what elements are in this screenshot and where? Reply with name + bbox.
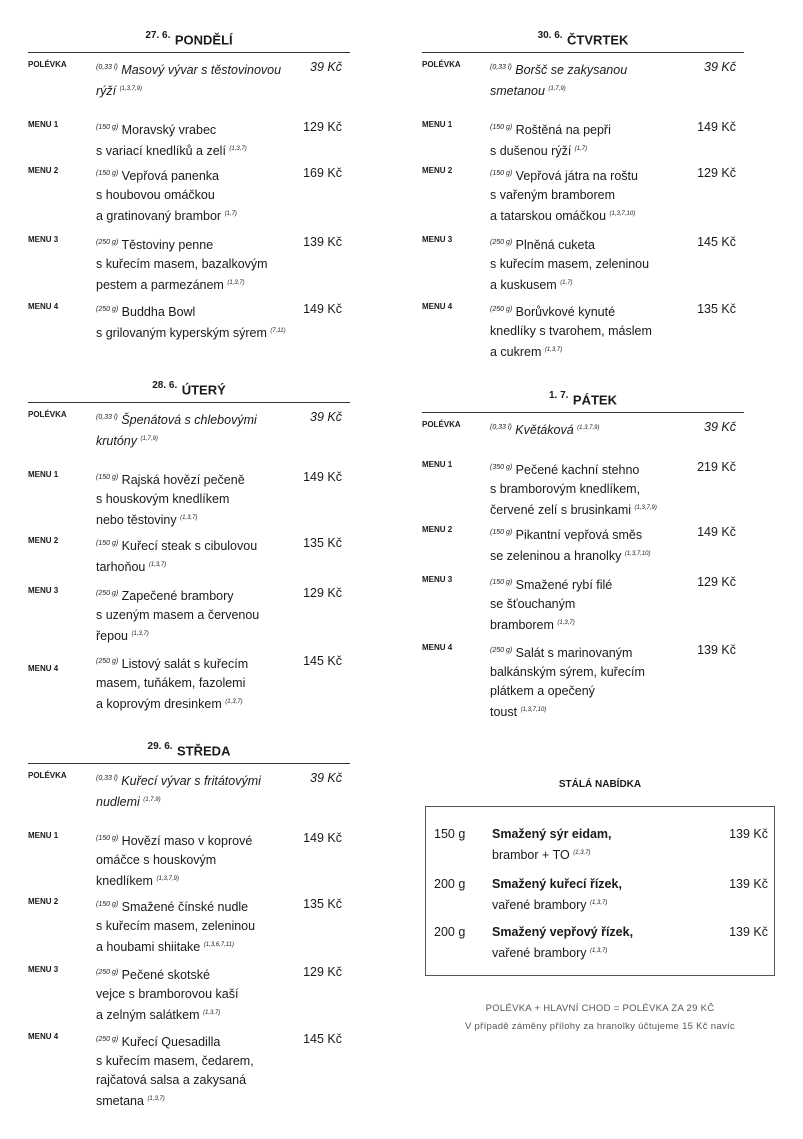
soup-allergens: (1,7,9) bbox=[548, 86, 566, 93]
menu-description bbox=[96, 584, 290, 646]
menu-line-text: Kuřecí steak s cibulovou bbox=[121, 539, 258, 554]
menu-line-text: s dušenou rýží bbox=[490, 144, 572, 159]
menu-price: 149 Kč bbox=[303, 470, 342, 484]
stala-weight: 150 g bbox=[434, 827, 466, 841]
menu-code: MENU 3 bbox=[28, 965, 59, 974]
soup-price: 39 Kč bbox=[310, 771, 342, 785]
stala-name-line bbox=[492, 825, 702, 844]
menu-line-text: Rajská hovězí pečeně bbox=[121, 473, 245, 488]
menu-description bbox=[96, 829, 290, 891]
menu-allergens: (1,3,7,10) bbox=[520, 707, 547, 714]
menu-line-text: se šťouchaným bbox=[490, 597, 576, 612]
menu-price: 129 Kč bbox=[697, 166, 736, 180]
menu-line-text: Borůvkové kynuté bbox=[515, 305, 616, 320]
menu-code: MENU 2 bbox=[422, 525, 453, 534]
menu-line-text: Pečené skotské bbox=[121, 968, 210, 983]
menu-line bbox=[96, 693, 290, 714]
menu-line-text: Zapečené brambory bbox=[121, 589, 234, 604]
menu-code: MENU 1 bbox=[422, 460, 453, 469]
menu-code: MENU 2 bbox=[422, 166, 453, 175]
menu-description bbox=[490, 573, 684, 635]
menu-description bbox=[96, 468, 290, 530]
menu-line-text: a cukrem bbox=[490, 345, 542, 360]
menu-code: MENU 1 bbox=[28, 120, 59, 129]
menu-price: 135 Kč bbox=[303, 536, 342, 550]
menu-code: MENU 2 bbox=[28, 536, 59, 545]
menu-description bbox=[96, 963, 290, 1025]
menu-allergens: (1,3,7,9) bbox=[156, 876, 179, 883]
soup-name: Kuřecí vývar s fritátovými nudlemi bbox=[96, 774, 261, 810]
day-heading bbox=[422, 390, 744, 412]
menu-description bbox=[96, 895, 290, 957]
menu-allergens: (1,3,7,10) bbox=[624, 551, 651, 558]
day-section bbox=[28, 741, 350, 1109]
menu-line-text: Vepřová panenka bbox=[121, 169, 219, 184]
soup-price: 39 Kč bbox=[704, 420, 736, 434]
menu-price: 149 Kč bbox=[303, 831, 342, 845]
menu-price: 169 Kč bbox=[303, 166, 342, 180]
menu-line bbox=[96, 829, 290, 851]
menu-line bbox=[96, 1004, 290, 1025]
menu-line-text: tarhoňou bbox=[96, 560, 146, 575]
menu-allergens: (1,7) bbox=[574, 146, 588, 153]
menu-code: MENU 3 bbox=[28, 235, 59, 244]
menu-allergens: (1,3,6,7,11) bbox=[203, 942, 234, 949]
menu-price: 145 Kč bbox=[303, 654, 342, 668]
menu-line-text: červené zelí s brusinkami bbox=[490, 503, 632, 518]
footer-line-2: V případě záměny přílohy za hranolky účtujeme 15 Kč navíc bbox=[464, 1021, 736, 1032]
menu-line bbox=[490, 322, 684, 341]
day-date: 29. 6. bbox=[147, 741, 173, 752]
menu-line-text: s variací knedlíků a zelí bbox=[96, 144, 226, 159]
menu-amount: (350 g) bbox=[490, 464, 513, 471]
day-divider bbox=[28, 52, 350, 53]
menu-line-text: knedlíky s tvarohem, máslem bbox=[490, 324, 652, 339]
soup-description bbox=[96, 408, 290, 451]
menu-allergens: (1,3,7) bbox=[131, 631, 149, 638]
menu-line bbox=[96, 118, 290, 140]
menu-line bbox=[96, 895, 290, 917]
menu-description bbox=[490, 233, 684, 295]
menu-line-text: plátkem a opečený bbox=[490, 684, 595, 699]
soup-amount: (0,33 l) bbox=[490, 424, 512, 431]
stala-price: 139 Kč bbox=[729, 877, 768, 891]
menu-allergens: (1,3,7) bbox=[544, 347, 563, 354]
menu-line-text: s houbovou omáčkou bbox=[96, 188, 215, 203]
soup-code: POLÉVKA bbox=[28, 60, 67, 69]
menu-code: MENU 4 bbox=[422, 643, 453, 652]
menu-line bbox=[490, 595, 684, 614]
menu-line bbox=[490, 341, 684, 362]
menu-amount: (150 g) bbox=[96, 474, 119, 481]
day-heading bbox=[422, 30, 744, 52]
stala-side-line bbox=[492, 894, 702, 915]
menu-price: 135 Kč bbox=[303, 897, 342, 911]
menu-allergens: (1,3,7) bbox=[225, 699, 243, 706]
menu-line-text: se zeleninou a hranolky bbox=[490, 549, 622, 564]
menu-line-text: s houskovým knedlíkem bbox=[96, 492, 230, 507]
soup-amount: (0,33 l) bbox=[96, 414, 118, 421]
menu-line-text: Pečené kachní stehno bbox=[515, 463, 640, 478]
menu-amount: (150 g) bbox=[96, 901, 119, 908]
menu-allergens: (1,3,7) bbox=[229, 146, 247, 153]
menu-line bbox=[96, 851, 290, 870]
menu-amount: (150 g) bbox=[96, 170, 119, 177]
menu-description bbox=[490, 523, 684, 566]
menu-description bbox=[490, 164, 684, 226]
menu-amount: (250 g) bbox=[96, 590, 119, 597]
stala-name-line bbox=[492, 923, 702, 942]
menu-line bbox=[96, 205, 290, 226]
soup-amount: (0,33 l) bbox=[96, 64, 118, 71]
menu-line bbox=[490, 300, 684, 322]
soup-name: Boršč se zakysanou smetanou bbox=[490, 63, 628, 99]
soup-name: Špenátová s chlebovými krutóny bbox=[96, 413, 257, 449]
menu-price: 149 Kč bbox=[697, 525, 736, 539]
stala-allergens: (1,3,7) bbox=[589, 900, 608, 906]
menu-allergens: (1,3,7) bbox=[203, 1010, 221, 1017]
footer-line-1: POLÉVKA + HLAVNÍ CHOD = POLÉVKA ZA 29 KČ bbox=[485, 1003, 715, 1014]
stala-allergens: (1,3,7) bbox=[573, 850, 591, 856]
soup-description bbox=[490, 418, 684, 440]
menu-line bbox=[96, 556, 290, 577]
menu-line-text: s kuřecím masem, bazalkovým bbox=[96, 257, 268, 272]
soup-price: 39 Kč bbox=[704, 60, 736, 74]
soup-allergens: (1,3,7,9) bbox=[577, 425, 600, 431]
menu-description bbox=[490, 641, 684, 722]
menu-description bbox=[96, 1030, 290, 1111]
day-heading bbox=[28, 30, 350, 52]
menu-line bbox=[490, 663, 684, 682]
menu-line-text: knedlíkem bbox=[96, 874, 153, 889]
menu-code: MENU 2 bbox=[28, 166, 59, 175]
day-name: PONDĚLÍ bbox=[174, 32, 233, 48]
soup-allergens: (1,3,7,9) bbox=[119, 86, 142, 93]
day-divider bbox=[422, 52, 744, 53]
menu-line-text: Smažené čínské nudle bbox=[121, 900, 249, 915]
menu-code: MENU 1 bbox=[28, 831, 59, 840]
menu-amount: (150 g) bbox=[490, 124, 513, 131]
menu-allergens: (1,7) bbox=[560, 280, 573, 287]
day-section bbox=[422, 30, 744, 360]
stala-description bbox=[492, 923, 702, 963]
menu-line bbox=[96, 584, 290, 606]
menu-line bbox=[96, 625, 290, 646]
menu-line-text: a tatarskou omáčkou bbox=[490, 209, 607, 224]
menu-line bbox=[96, 490, 290, 509]
menu-line bbox=[490, 614, 684, 635]
menu-amount: (150 g) bbox=[96, 540, 119, 547]
day-heading bbox=[28, 741, 350, 763]
menu-line bbox=[96, 322, 290, 343]
menu-line-text: Smažené rybí filé bbox=[515, 578, 613, 593]
soup-price: 39 Kč bbox=[310, 410, 342, 424]
menu-line-text: Listový salát s kuřecím bbox=[121, 657, 249, 672]
stala-side: vařené brambory bbox=[492, 898, 587, 913]
stala-side-line bbox=[492, 844, 702, 865]
menu-description bbox=[96, 652, 290, 714]
menu-code: MENU 2 bbox=[28, 897, 59, 906]
menu-line-text: Salát s marinovaným bbox=[515, 646, 633, 661]
menu-line bbox=[96, 274, 290, 295]
soup-amount: (0,33 l) bbox=[96, 775, 118, 782]
menu-amount: (150 g) bbox=[96, 124, 119, 131]
menu-line bbox=[96, 1030, 290, 1052]
stala-nabidka-title: STÁLÁ NABÍDKA bbox=[558, 779, 642, 790]
soup-description bbox=[96, 58, 290, 101]
menu-line bbox=[96, 652, 290, 674]
stala-weight: 200 g bbox=[434, 877, 466, 891]
menu-code: MENU 3 bbox=[28, 586, 59, 595]
menu-line bbox=[96, 985, 290, 1004]
menu-line-text: s grilovaným kyperským sýrem bbox=[96, 326, 267, 341]
menu-amount: (150 g) bbox=[96, 835, 119, 842]
menu-code: MENU 4 bbox=[28, 302, 59, 311]
day-date: 30. 6. bbox=[537, 30, 563, 41]
menu-line-text: Kuřecí Quesadilla bbox=[121, 1035, 221, 1050]
menu-price: 139 Kč bbox=[697, 643, 736, 657]
menu-allergens: (1,3,7) bbox=[557, 620, 575, 627]
menu-line bbox=[96, 936, 290, 957]
menu-line-text: a houbami shiitake bbox=[96, 940, 201, 955]
stala-name: Smažený sýr eidam, bbox=[492, 827, 612, 841]
menu-line-text: smetana bbox=[96, 1094, 144, 1109]
menu-line-text: s kuřecím masem, čedarem, bbox=[96, 1054, 254, 1069]
menu-price: 135 Kč bbox=[697, 302, 736, 316]
menu-line-text: a koprovým dresinkem bbox=[96, 697, 222, 712]
menu-line bbox=[490, 499, 684, 520]
menu-line bbox=[490, 458, 684, 480]
menu-line-text: s kuřecím masem, zeleninou bbox=[96, 919, 256, 934]
menu-allergens: (1,3,7,10) bbox=[609, 211, 636, 218]
menu-description bbox=[96, 233, 290, 295]
menu-line bbox=[96, 1090, 290, 1111]
stala-price: 139 Kč bbox=[729, 827, 768, 841]
menu-allergens: (7,11) bbox=[270, 328, 286, 335]
day-name: ČTVRTEK bbox=[567, 32, 629, 48]
menu-line bbox=[96, 1071, 290, 1090]
menu-line bbox=[96, 300, 290, 322]
day-divider bbox=[28, 763, 350, 764]
menu-line bbox=[490, 641, 684, 663]
menu-line bbox=[96, 255, 290, 274]
day-name: PÁTEK bbox=[572, 392, 617, 408]
menu-amount: (250 g) bbox=[96, 306, 119, 313]
menu-price: 129 Kč bbox=[697, 575, 736, 589]
menu-description bbox=[490, 458, 684, 520]
menu-line-text: s kuřecím masem, zeleninou bbox=[490, 257, 650, 272]
menu-line bbox=[490, 140, 684, 161]
menu-description bbox=[96, 164, 290, 226]
menu-allergens: (1,3,7) bbox=[180, 515, 198, 522]
menu-price: 145 Kč bbox=[697, 235, 736, 249]
menu-allergens: (1,7) bbox=[224, 211, 237, 218]
menu-line bbox=[96, 606, 290, 625]
menu-code: MENU 3 bbox=[422, 575, 453, 584]
day-section bbox=[28, 380, 350, 712]
stala-side-line bbox=[492, 942, 702, 963]
menu-amount: (150 g) bbox=[490, 170, 513, 177]
stala-weight: 200 g bbox=[434, 925, 466, 939]
menu-line bbox=[490, 255, 684, 274]
menu-line-text: Buddha Bowl bbox=[121, 305, 196, 320]
stala-name: Smažený kuřecí řízek, bbox=[492, 877, 622, 891]
menu-line-text: Plněná cuketa bbox=[515, 238, 595, 253]
stala-name-line bbox=[492, 875, 702, 894]
menu-line bbox=[96, 674, 290, 693]
menu-line-text: Pikantní vepřová směs bbox=[515, 528, 643, 543]
menu-line bbox=[96, 233, 290, 255]
menu-amount: (250 g) bbox=[96, 658, 119, 665]
soup-name: Květáková bbox=[515, 423, 574, 438]
soup-code: POLÉVKA bbox=[28, 771, 67, 780]
menu-line bbox=[96, 468, 290, 490]
soup-code: POLÉVKA bbox=[422, 420, 461, 429]
day-section bbox=[422, 390, 744, 720]
stala-allergens: (1,3,7) bbox=[589, 948, 608, 954]
soup-code: POLÉVKA bbox=[28, 410, 67, 419]
soup-allergens: (1,7,9) bbox=[143, 797, 161, 804]
menu-line bbox=[490, 682, 684, 701]
stala-description bbox=[492, 825, 702, 865]
menu-line bbox=[490, 573, 684, 595]
menu-code: MENU 4 bbox=[28, 1032, 59, 1041]
menu-amount: (250 g) bbox=[490, 306, 513, 313]
menu-line-text: rajčatová salsa a zakysaná bbox=[96, 1073, 247, 1088]
menu-line bbox=[96, 534, 290, 556]
menu-price: 139 Kč bbox=[303, 235, 342, 249]
menu-price: 149 Kč bbox=[697, 120, 736, 134]
menu-line-text: Roštěná na pepři bbox=[515, 123, 611, 138]
menu-amount: (150 g) bbox=[490, 579, 513, 586]
menu-price: 129 Kč bbox=[303, 120, 342, 134]
menu-description bbox=[96, 118, 290, 161]
menu-line-text: balkánským sýrem, kuřecím bbox=[490, 665, 645, 680]
menu-line bbox=[490, 164, 684, 186]
menu-line-text: a gratinovaný brambor bbox=[96, 209, 222, 224]
menu-line bbox=[490, 701, 684, 722]
menu-amount: (250 g) bbox=[96, 1036, 119, 1043]
soup-allergens: (1,7,9) bbox=[140, 436, 158, 443]
menu-line-text: a kuskusem bbox=[490, 278, 557, 293]
menu-line bbox=[490, 480, 684, 499]
menu-allergens: (1,3,7) bbox=[227, 280, 245, 287]
menu-line bbox=[490, 205, 684, 226]
menu-line bbox=[96, 164, 290, 186]
day-name: STŘEDA bbox=[177, 743, 231, 759]
menu-line-text: s uzeným masem a červenou bbox=[96, 608, 260, 623]
stala-side: vařené brambory bbox=[492, 946, 587, 961]
menu-code: MENU 1 bbox=[422, 120, 453, 129]
stala-side: brambor + TO bbox=[492, 848, 570, 863]
menu-line-text: omáčce s houskovým bbox=[96, 853, 217, 868]
menu-description bbox=[96, 534, 290, 577]
day-heading bbox=[28, 380, 350, 402]
menu-line-text: pestem a parmezánem bbox=[96, 278, 224, 293]
menu-amount: (250 g) bbox=[96, 239, 119, 246]
menu-line bbox=[490, 233, 684, 255]
menu-line-text: a zelným salátkem bbox=[96, 1008, 200, 1023]
menu-price: 149 Kč bbox=[303, 302, 342, 316]
menu-line bbox=[490, 118, 684, 140]
menu-line bbox=[96, 917, 290, 936]
menu-line bbox=[96, 509, 290, 530]
soup-description bbox=[96, 769, 290, 812]
menu-price: 219 Kč bbox=[697, 460, 736, 474]
menu-line-text: s bramborovým knedlíkem, bbox=[490, 482, 641, 497]
menu-line-text: nebo těstoviny bbox=[96, 513, 177, 528]
menu-code: MENU 1 bbox=[28, 470, 59, 479]
menu-description bbox=[96, 300, 290, 343]
menu-line-text: s vařeným bramborem bbox=[490, 188, 616, 203]
menu-line-text: masem, tuňákem, fazolemi bbox=[96, 676, 246, 691]
menu-line-text: Vepřová játra na roštu bbox=[515, 169, 638, 184]
menu-line bbox=[96, 1052, 290, 1071]
stala-name: Smažený vepřový řízek, bbox=[492, 925, 634, 939]
stala-description bbox=[492, 875, 702, 915]
menu-price: 145 Kč bbox=[303, 1032, 342, 1046]
soup-code: POLÉVKA bbox=[422, 60, 461, 69]
menu-line-text: vejce s bramborovou kaší bbox=[96, 987, 239, 1002]
menu-line bbox=[490, 523, 684, 545]
menu-description bbox=[490, 118, 684, 161]
menu-allergens: (1,3,7) bbox=[148, 562, 167, 569]
stala-price: 139 Kč bbox=[729, 925, 768, 939]
day-divider bbox=[422, 412, 744, 413]
menu-amount: (250 g) bbox=[490, 647, 513, 654]
menu-line-text: toust bbox=[490, 705, 518, 720]
menu-amount: (150 g) bbox=[490, 529, 513, 536]
menu-code: MENU 3 bbox=[422, 235, 453, 244]
menu-allergens: (1,3,7,9) bbox=[634, 505, 657, 512]
menu-line bbox=[490, 545, 684, 566]
menu-allergens: (1,3,7) bbox=[147, 1096, 165, 1103]
menu-line bbox=[490, 274, 684, 295]
soup-amount: (0,33 l) bbox=[490, 64, 512, 71]
day-section bbox=[28, 30, 350, 341]
menu-line bbox=[490, 186, 684, 205]
menu-amount: (250 g) bbox=[96, 969, 119, 976]
menu-line-text: Hovězí maso v koprové bbox=[121, 834, 253, 849]
menu-line bbox=[96, 186, 290, 205]
menu-line-text: řepou bbox=[96, 629, 128, 644]
day-divider bbox=[28, 402, 350, 403]
soup-price: 39 Kč bbox=[310, 60, 342, 74]
menu-line bbox=[96, 870, 290, 891]
day-name: ÚTERÝ bbox=[181, 382, 226, 398]
menu-price: 129 Kč bbox=[303, 586, 342, 600]
day-date: 28. 6. bbox=[152, 380, 178, 391]
soup-description bbox=[490, 58, 684, 101]
menu-amount: (250 g) bbox=[490, 239, 513, 246]
stala-nabidka-box bbox=[425, 806, 775, 976]
menu-line bbox=[96, 140, 290, 161]
day-date: 27. 6. bbox=[145, 30, 171, 41]
menu-price: 129 Kč bbox=[303, 965, 342, 979]
menu-description bbox=[490, 300, 684, 362]
menu-line-text: Moravský vrabec bbox=[121, 123, 217, 138]
menu-line bbox=[96, 963, 290, 985]
menu-line-text: Těstoviny penne bbox=[121, 238, 214, 253]
day-date: 1. 7. bbox=[549, 390, 569, 401]
menu-code: MENU 4 bbox=[28, 664, 59, 673]
soup-name: Masový vývar s těstovinovou rýží bbox=[96, 63, 282, 99]
menu-line-text: bramborem bbox=[490, 618, 554, 633]
menu-code: MENU 4 bbox=[422, 302, 453, 311]
